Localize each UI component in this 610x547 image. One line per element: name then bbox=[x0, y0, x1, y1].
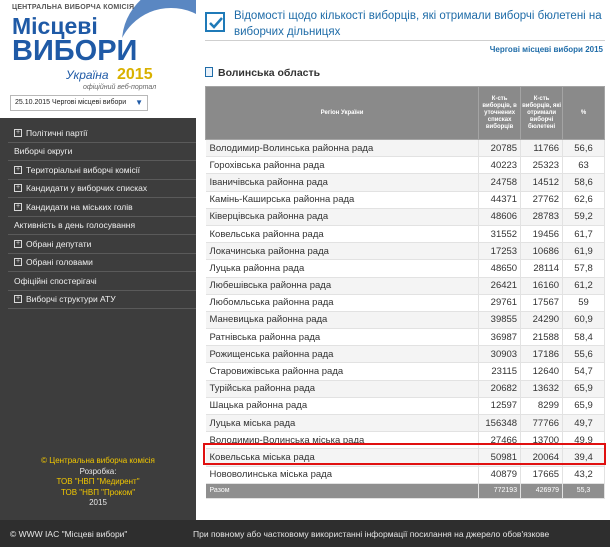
expand-plus-icon[interactable]: + bbox=[15, 295, 21, 303]
table-row bbox=[206, 397, 605, 414]
cell-voters: 29761 bbox=[479, 294, 521, 311]
cell-voters: 48606 bbox=[479, 208, 521, 225]
expand-plus-icon[interactable]: + bbox=[15, 184, 21, 192]
nav-item-districts[interactable] bbox=[8, 143, 196, 162]
region-heading bbox=[205, 66, 320, 79]
table-row bbox=[206, 225, 605, 242]
header-ballots: К-сть виборців, які отримали виборчі бюлетені bbox=[521, 87, 563, 140]
cell-voters: 17253 bbox=[479, 243, 521, 260]
cell-region: Ковельська районна рада bbox=[206, 225, 479, 242]
cell-ballots: 28783 bbox=[521, 208, 563, 225]
cell-percent: 55,6 bbox=[563, 346, 605, 363]
cell-percent: 61,7 bbox=[563, 225, 605, 242]
cell-region: Любомльська районна рада bbox=[206, 294, 479, 311]
table-row bbox=[206, 346, 605, 363]
cell-ballots: 21588 bbox=[521, 329, 563, 346]
credits-developed-by: Розробка: bbox=[79, 466, 117, 476]
cell-ballots: 12640 bbox=[521, 363, 563, 380]
cell-voters: 31552 bbox=[479, 225, 521, 242]
cell-voters: 156348 bbox=[479, 415, 521, 432]
cell-region: Маневицька районна рада bbox=[206, 311, 479, 328]
cell-ballots: 8299 bbox=[521, 397, 563, 414]
header-region: Регіон України bbox=[206, 87, 479, 140]
cell-region: Володимир-Волинська районна рада bbox=[206, 140, 479, 157]
cell-ballots: 14512 bbox=[521, 174, 563, 191]
table-row bbox=[206, 380, 605, 397]
logo-year: 2015 bbox=[117, 66, 153, 83]
table-row bbox=[206, 311, 605, 328]
cell-percent: 62,6 bbox=[563, 191, 605, 208]
nav-item-label: Виборчі округи bbox=[14, 146, 73, 157]
election-select[interactable] bbox=[10, 95, 148, 111]
cell-percent: 65,9 bbox=[563, 380, 605, 397]
cell-voters: 20682 bbox=[479, 380, 521, 397]
nav-item-label: Офіційні спостерігачі bbox=[14, 275, 97, 286]
header-percent: % bbox=[563, 87, 605, 140]
cell-region: Разом bbox=[206, 483, 479, 498]
sidebar-nav bbox=[8, 124, 196, 309]
region-title: Волинська область bbox=[218, 67, 321, 79]
cell-region: Рожищенська районна рада bbox=[206, 346, 479, 363]
header-voters: К-сть виборців, в уточнених списках виборців bbox=[479, 87, 521, 140]
checkbox-check-icon bbox=[205, 12, 225, 32]
table-row bbox=[206, 157, 605, 174]
cell-region: Луцька міська рада bbox=[206, 415, 479, 432]
election-select-value: 25.10.2015 Чергові місцеві вибори bbox=[15, 99, 127, 106]
cell-ballots: 24290 bbox=[521, 311, 563, 328]
cell-percent: 59,2 bbox=[563, 208, 605, 225]
cell-voters: 40879 bbox=[479, 466, 521, 483]
commission-label: ЦЕНТРАЛЬНА ВИБОРЧА КОМІСІЯ bbox=[12, 4, 135, 11]
cell-voters: 24758 bbox=[479, 174, 521, 191]
cell-region: Ківерцівська районна рада bbox=[206, 208, 479, 225]
footer bbox=[0, 520, 610, 547]
table-total-row bbox=[206, 483, 605, 498]
cell-region: Ратнівська районна рада bbox=[206, 329, 479, 346]
logo-title-line2: ВИБОРИ bbox=[12, 35, 138, 67]
cell-ballots: 10686 bbox=[521, 243, 563, 260]
cell-ballots: 11766 bbox=[521, 140, 563, 157]
credits-copyright[interactable]: © Центральна виборча комісія bbox=[41, 456, 155, 465]
nav-item-label: Кандидати на міських голів bbox=[26, 201, 133, 212]
cell-region: Любешівська районна рада bbox=[206, 277, 479, 294]
election-link[interactable]: Чергові місцеві вибори 2015 bbox=[489, 45, 603, 54]
cell-voters: 44371 bbox=[479, 191, 521, 208]
credits-developer-2[interactable]: ТОВ "НВП "Проком" bbox=[60, 487, 136, 497]
cell-voters: 23115 bbox=[479, 363, 521, 380]
cell-ballots: 20064 bbox=[521, 449, 563, 466]
table-row bbox=[206, 260, 605, 277]
nav-item-mayor-candidates[interactable] bbox=[8, 198, 196, 217]
cell-voters: 26421 bbox=[479, 277, 521, 294]
expand-plus-icon[interactable]: + bbox=[15, 128, 21, 136]
cell-ballots: 426979 bbox=[521, 483, 563, 498]
nav-item-elected-heads[interactable] bbox=[8, 254, 196, 273]
table-row bbox=[206, 191, 605, 208]
cell-ballots: 13632 bbox=[521, 380, 563, 397]
cell-percent: 61,2 bbox=[563, 277, 605, 294]
nav-item-parties[interactable] bbox=[8, 124, 196, 143]
cell-ballots: 25323 bbox=[521, 157, 563, 174]
cell-region: Іваничівська районна рада bbox=[206, 174, 479, 191]
table-row bbox=[206, 277, 605, 294]
nav-item-label: Територіальні виборчі комісії bbox=[26, 164, 140, 175]
cell-voters: 39855 bbox=[479, 311, 521, 328]
cell-voters: 12597 bbox=[479, 397, 521, 414]
table-row bbox=[206, 294, 605, 311]
cell-percent: 60,9 bbox=[563, 311, 605, 328]
cell-region: Володимир-Волинська міська рада bbox=[206, 432, 479, 449]
cell-ballots: 13700 bbox=[521, 432, 563, 449]
credits-developer-1[interactable]: ТОВ "НВП "Медирент" bbox=[56, 477, 140, 486]
cell-percent: 58,6 bbox=[563, 174, 605, 191]
cell-region: Горохівська районна рада bbox=[206, 157, 479, 174]
cell-percent: 61,9 bbox=[563, 243, 605, 260]
cell-percent: 55,3 bbox=[563, 483, 605, 498]
cell-ballots: 77766 bbox=[521, 415, 563, 432]
table-row bbox=[206, 363, 605, 380]
table-row bbox=[206, 208, 605, 225]
logo-title-line1: Місцеві bbox=[12, 13, 98, 39]
nav-item-ato-structures[interactable] bbox=[8, 291, 196, 310]
chevron-down-icon: ▼ bbox=[135, 98, 143, 107]
cell-percent: 65,9 bbox=[563, 397, 605, 414]
cell-ballots: 17567 bbox=[521, 294, 563, 311]
cell-percent: 63 bbox=[563, 157, 605, 174]
cell-region: Шацька районна рада bbox=[206, 397, 479, 414]
cell-ballots: 17186 bbox=[521, 346, 563, 363]
cell-percent: 58,4 bbox=[563, 329, 605, 346]
nav-item-label: Політичні партії bbox=[26, 127, 88, 138]
table-row bbox=[206, 415, 605, 432]
table-row bbox=[206, 140, 605, 157]
results-table bbox=[205, 86, 605, 499]
cell-ballots: 17665 bbox=[521, 466, 563, 483]
cell-voters: 50981 bbox=[479, 449, 521, 466]
table-row bbox=[206, 243, 605, 260]
table-header-row bbox=[206, 87, 605, 140]
cell-region: Нововолинська міська рада bbox=[206, 466, 479, 483]
cell-voters: 772193 bbox=[479, 483, 521, 498]
cell-region: Турійська районна рада bbox=[206, 380, 479, 397]
site-logo[interactable] bbox=[0, 0, 196, 118]
cell-percent: 49,7 bbox=[563, 415, 605, 432]
cell-percent: 56,6 bbox=[563, 140, 605, 157]
cell-voters: 40223 bbox=[479, 157, 521, 174]
nav-item-label: Виборчі структури АТУ bbox=[26, 294, 116, 305]
cell-region: Камінь-Каширська районна рада bbox=[206, 191, 479, 208]
credits-year: 2015 bbox=[89, 498, 107, 507]
expand-plus-icon[interactable]: + bbox=[15, 165, 21, 173]
cell-region: Ковельська міська рада bbox=[206, 449, 479, 466]
nav-item-elected-deputies[interactable] bbox=[8, 235, 196, 254]
credits bbox=[0, 456, 196, 509]
document-icon bbox=[205, 67, 213, 77]
cell-region: Луцька районна рада bbox=[206, 260, 479, 277]
cell-voters: 27466 bbox=[479, 432, 521, 449]
cell-percent: 39,4 bbox=[563, 449, 605, 466]
footer-notice: При повному або частковому використанні інформації посилання на джерело обов'язкове bbox=[193, 529, 550, 539]
table-row bbox=[206, 329, 605, 346]
expand-plus-icon[interactable]: + bbox=[15, 239, 21, 247]
cell-voters: 36987 bbox=[479, 329, 521, 346]
cell-ballots: 19456 bbox=[521, 225, 563, 242]
table-row bbox=[206, 174, 605, 191]
cell-region: Локачинська районна рада bbox=[206, 243, 479, 260]
table-row bbox=[206, 466, 605, 483]
cell-percent: 43,2 bbox=[563, 466, 605, 483]
expand-plus-icon[interactable]: + bbox=[15, 258, 21, 266]
cell-voters: 30903 bbox=[479, 346, 521, 363]
cell-voters: 20785 bbox=[479, 140, 521, 157]
cell-ballots: 27762 bbox=[521, 191, 563, 208]
nav-item-label: Активність в день голосування bbox=[14, 220, 136, 231]
logo-portal-label: офіційний веб-портал bbox=[83, 84, 157, 91]
cell-percent: 54,7 bbox=[563, 363, 605, 380]
cell-voters: 48650 bbox=[479, 260, 521, 277]
report-header bbox=[205, 8, 605, 44]
nav-item-list-candidates[interactable] bbox=[8, 180, 196, 199]
nav-item-label: Обрані головами bbox=[26, 257, 93, 268]
nav-item-observers[interactable] bbox=[8, 272, 196, 291]
nav-item-turnout[interactable] bbox=[8, 217, 196, 236]
expand-plus-icon[interactable]: + bbox=[15, 202, 21, 210]
nav-item-commissions[interactable] bbox=[8, 161, 196, 180]
nav-item-label: Кандидати у виборчих списках bbox=[26, 183, 148, 194]
sidebar bbox=[0, 0, 196, 520]
divider bbox=[205, 40, 605, 41]
logo-country: Україна bbox=[66, 68, 109, 82]
cell-percent: 59 bbox=[563, 294, 605, 311]
report-title: Відомості щодо кількості виборців, які отримали виборчі бюлетені на виборчих дільницях bbox=[234, 10, 602, 38]
highlight-box bbox=[203, 443, 606, 465]
cell-region: Старовижівська районна рада bbox=[206, 363, 479, 380]
cell-percent: 49,9 bbox=[563, 432, 605, 449]
cell-ballots: 16160 bbox=[521, 277, 563, 294]
footer-copyright: © WWW IAC "Місцеві вибори" bbox=[10, 529, 128, 539]
cell-percent: 57,8 bbox=[563, 260, 605, 277]
cell-ballots: 28114 bbox=[521, 260, 563, 277]
nav-item-label: Обрані депутати bbox=[26, 238, 92, 249]
